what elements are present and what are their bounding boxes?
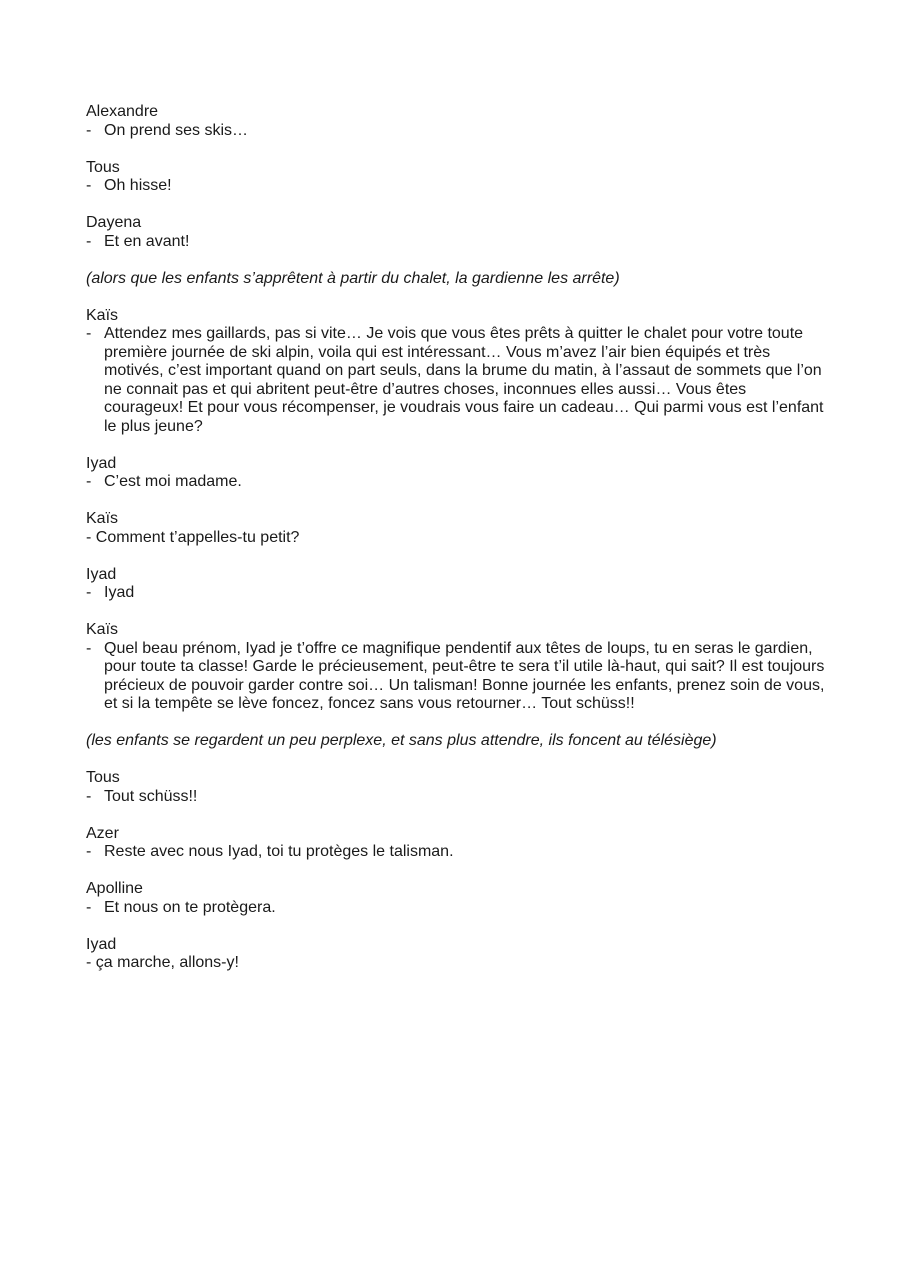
speaker-name: Tous <box>86 769 120 786</box>
dialogue-dash: - <box>86 177 92 194</box>
dialogue-line <box>86 233 826 252</box>
dialogue-block <box>86 159 826 196</box>
dialogue-dash: - <box>86 121 92 139</box>
speaker-name: Iyad <box>86 454 117 472</box>
dialogue-line <box>86 473 826 492</box>
dialogue-block <box>86 825 826 862</box>
dialogue-line <box>86 584 826 603</box>
speaker-name: Kaïs <box>86 306 119 324</box>
dialogue-block <box>86 455 826 492</box>
dialogue-dash: - <box>86 843 92 860</box>
speaker-name: Azer <box>86 824 119 842</box>
dialogue-text: On prend ses skis… <box>104 121 249 139</box>
dialogue-text: Tout schüss!! <box>104 787 198 805</box>
dialogue-block <box>86 769 826 806</box>
speaker-name: Alexandre <box>86 103 159 120</box>
speaker-name: Iyad <box>86 565 117 583</box>
dialogue-block <box>86 103 826 140</box>
dialogue-text: Iyad <box>104 584 135 601</box>
dialogue-text: Oh hisse! <box>104 177 172 194</box>
dialogue-text: C’est moi madame. <box>104 473 242 490</box>
dialogue-text: - ça marche, allons-y! <box>86 954 239 971</box>
speaker-name: Iyad <box>86 935 117 953</box>
dialogue-text: Reste avec nous Iyad, toi tu protèges le talisman. <box>104 843 454 860</box>
dialogue-dash: - <box>86 787 92 805</box>
dialogue-text: Et en avant! <box>104 232 190 250</box>
dialogue-block <box>86 510 826 547</box>
dialogue-block <box>86 880 826 917</box>
dialogue-line <box>86 177 826 196</box>
stage-direction: (les enfants se regardent un peu perplexe, et sans plus attendre, ils foncent au télésiège) <box>86 732 717 749</box>
dialogue-dash: - <box>86 898 92 916</box>
dialogue-block <box>86 214 826 251</box>
speaker-name: Apolline <box>86 880 143 897</box>
dialogue-dash: - <box>86 232 92 250</box>
script-body <box>86 103 826 991</box>
dialogue-block <box>86 566 826 603</box>
dialogue-block <box>86 621 826 714</box>
dialogue-dash: - <box>86 325 92 342</box>
dialogue-block <box>86 307 826 437</box>
dialogue-dash: - <box>86 639 92 657</box>
dialogue-line <box>86 640 826 714</box>
speaker-name: Kaïs <box>86 621 119 638</box>
speaker-name: Kaïs <box>86 510 119 527</box>
dialogue-text: - Comment t’appelles-tu petit? <box>86 528 300 546</box>
stage-direction: (alors que les enfants s’apprêtent à partir du chalet, la gardienne les arrête) <box>86 269 620 287</box>
speaker-name: Tous <box>86 158 120 176</box>
dialogue-line <box>86 899 826 918</box>
dialogue-dash: - <box>86 584 92 601</box>
dialogue-dash: - <box>86 473 92 490</box>
dialogue-text: Attendez mes gaillards, pas si vite… Je vois que vous êtes prêts à quitter le chalet pour votre toute première journée de ski alpin, voila qui est intéressant… Vous m’avez l’air bien équipés et très motivés, c’est important quand on part seuls, dans la brume du matin, à l’assaut de sommets que l’on ne connait pas et qui abritent peut-être d’autres choses, inconnues elles aussi… Vous êtes courageux! Et pour vous récompenser, je voudrais vous faire un cadeau… Qui parmi vous est l’enfant le plus jeune? <box>104 325 824 435</box>
dialogue-line <box>86 122 826 141</box>
dialogue-text: Quel beau prénom, Iyad je t’offre ce magnifique pendentif aux têtes de loups, tu en seras le gardien, pour toute ta classe! Garde le précieusement, peut-être te sera t’il utile là-haut, qui sait? Il est toujours précieux de pouvoir garder contre soi… Un talisman! Bonne journée les enfants, prenez soin de vous, et si la tempête se lève foncez, foncez sans vous retourner… Tout schüss!! <box>104 639 825 712</box>
dialogue-text: Et nous on te protègera. <box>104 898 276 916</box>
speaker-name: Dayena <box>86 214 142 231</box>
dialogue-line <box>86 325 826 436</box>
dialogue-block <box>86 936 826 973</box>
dialogue-line <box>86 843 826 862</box>
dialogue-line <box>86 788 826 807</box>
